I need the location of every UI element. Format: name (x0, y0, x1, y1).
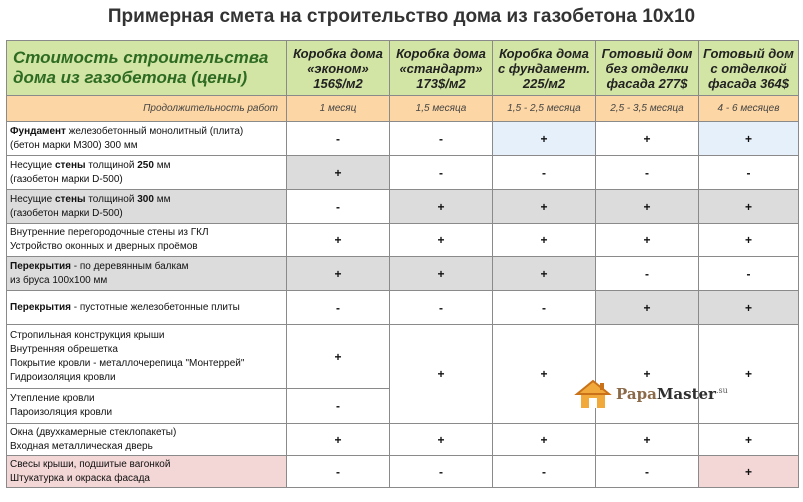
row-label-bold: Перекрытия (10, 301, 71, 313)
table-cell: + (596, 190, 699, 224)
row-label-line2: (бетон марки М300) 300 мм (10, 139, 138, 151)
column-header-line1: Коробка дома (293, 45, 383, 61)
table-cell: + (699, 291, 799, 325)
table-cell: + (390, 190, 493, 224)
table-cell: + (596, 424, 699, 456)
row-label-line: Окна (двухкамерные стеклопакеты) (10, 426, 177, 438)
row-label-text: - по деревянным балкам (70, 260, 189, 272)
row-label-text: железобетонный монолитный (плита) (65, 125, 244, 137)
column-header-ready-with-facade (699, 41, 799, 96)
row-label (7, 190, 287, 224)
row-label-line: Гидроизоляция кровли (10, 371, 116, 383)
table-row (7, 190, 799, 224)
table-cell: - (699, 257, 799, 291)
duration-row (7, 96, 799, 122)
row-label-bold: стены (54, 159, 86, 171)
column-header-line3: 173$/м2 (416, 75, 466, 91)
row-label-line2: (газобетон марки D-500) (10, 207, 123, 219)
table-row (7, 424, 799, 456)
column-header-line2: с отделкой (710, 60, 787, 76)
row-label-text: мм (153, 159, 171, 171)
row-label-line: Входная металлическая дверь (10, 440, 153, 452)
duration-label: Продолжительность работ (7, 96, 287, 122)
table-cell: + (390, 424, 493, 456)
column-header-line2: с фундамент. (497, 60, 591, 76)
table-cell: - (390, 291, 493, 325)
row-label (7, 257, 287, 291)
page-title: Примерная смета на строительство дома из газобетона 10х10 (107, 6, 696, 27)
table-cell: + (596, 291, 699, 325)
table-cell: + (493, 224, 596, 257)
table-cell: - (287, 291, 390, 325)
table-cell: - (287, 389, 390, 424)
row-label-line2: из бруса 100х100 мм (10, 274, 108, 286)
column-header-line3: 225/м2 (522, 75, 566, 91)
column-header-line2: «эконом» (307, 60, 369, 76)
row-label-text: Несущие (10, 159, 55, 171)
row-label-line: Стропильная конструкция крыши (10, 329, 165, 341)
duration-value: 1,5 месяца (390, 96, 493, 122)
row-label-line: Свесы крыши, подшитые вагонкой (10, 458, 171, 470)
table-cell: - (699, 156, 799, 190)
table-row (7, 257, 799, 291)
row-label-bold: стены (54, 193, 86, 205)
table-cell: - (596, 456, 699, 488)
row-label-bold: 300 (137, 193, 154, 205)
table-cell: + (699, 456, 799, 488)
row-label (7, 156, 287, 190)
column-header-line2: «стандарт» (399, 60, 483, 76)
table-cell: - (287, 122, 390, 156)
row-label (7, 122, 287, 156)
row-label (7, 424, 287, 456)
duration-value: 1,5 - 2,5 месяца (493, 96, 596, 122)
row-label-line2: Устройство оконных и дверных проёмов (10, 241, 198, 252)
table-cell: + (287, 156, 390, 190)
row-label-line1: Внутренние перегородочные стены из ГКЛ (10, 227, 209, 238)
table-cell: + (287, 257, 390, 291)
header-main-cell (7, 41, 287, 96)
table-cell: - (493, 291, 596, 325)
table-cell: - (493, 156, 596, 190)
row-label-text: Несущие (10, 193, 55, 205)
column-header-with-foundation (493, 41, 596, 96)
column-header-line1: Коробка дома (396, 45, 486, 61)
table-cell: + (493, 424, 596, 456)
row-label (7, 325, 287, 389)
row-label-text: толщиной (85, 193, 138, 205)
table-cell: + (596, 325, 699, 424)
duration-value: 4 - 6 месяцев (699, 96, 799, 122)
row-label-line: Внутренняя обрешетка (10, 343, 118, 355)
column-header-ready-no-facade (596, 41, 699, 96)
table-cell: - (287, 190, 390, 224)
header-main-line1: Стоимость строительства (13, 48, 269, 67)
table-cell: + (287, 424, 390, 456)
table-cell: - (287, 456, 390, 488)
table-cell: - (493, 456, 596, 488)
table-row (7, 456, 799, 488)
column-header-line3: 156$/м2 (313, 75, 363, 91)
duration-value: 2,5 - 3,5 месяца (596, 96, 699, 122)
table-cell: + (287, 224, 390, 257)
column-header-standard (390, 41, 493, 96)
column-header-line3: фасада 364$ (708, 75, 789, 91)
table-cell: + (596, 122, 699, 156)
logo-text-papa: Papa (616, 385, 657, 403)
column-header-line1: Готовый дом (703, 45, 794, 61)
row-label-line: Штукатурка и окраска фасада (10, 472, 150, 484)
row-label-bold: Фундамент (10, 125, 66, 137)
row-label-bold: Перекрытия (10, 260, 71, 272)
column-header-econom (287, 41, 390, 96)
table-cell: + (699, 424, 799, 456)
logo-text-master: Master (656, 385, 716, 403)
table-cell: + (699, 122, 799, 156)
table-cell: - (596, 156, 699, 190)
table-row (7, 122, 799, 156)
table-row (7, 224, 799, 257)
row-label (7, 291, 287, 325)
table-cell: + (699, 325, 799, 424)
table-row (7, 156, 799, 190)
row-label-line: Покрытие кровли - металлочерепица "Монтеррей" (10, 357, 245, 369)
house-icon (574, 377, 614, 411)
table-cell: - (390, 456, 493, 488)
table-cell: + (390, 224, 493, 257)
duration-value: 1 месяц (287, 96, 390, 122)
row-label-line2: (газобетон марки D-500) (10, 173, 123, 185)
logo-text-suffix: .su (715, 386, 728, 395)
header-row (7, 41, 799, 96)
row-label-text: толщиной (85, 159, 138, 171)
table-cell: + (699, 224, 799, 257)
estimate-table (6, 40, 799, 488)
row-label-text: мм (153, 193, 171, 205)
table-cell: - (390, 122, 493, 156)
column-header-line1: Готовый дом (601, 45, 693, 61)
table-cell: + (596, 224, 699, 257)
row-label-text: - пустотные железобетонные плиты (70, 301, 240, 313)
logo-text (616, 385, 728, 403)
table-cell: + (390, 325, 493, 424)
row-label (7, 456, 287, 488)
row-label-bold: 250 (137, 159, 154, 171)
row-label-line: Пароизоляция кровли (10, 407, 113, 418)
table-cell: + (493, 325, 596, 424)
row-label-line: Утепление кровли (10, 393, 95, 404)
table-cell: + (493, 257, 596, 291)
papamaster-logo (574, 377, 728, 411)
table-cell: - (390, 156, 493, 190)
column-header-line3: фасада 277$ (606, 75, 688, 91)
table-cell: + (287, 325, 390, 389)
table-cell: + (493, 190, 596, 224)
table-row (7, 291, 799, 325)
column-header-line1: Коробка дома (499, 45, 589, 61)
row-label (7, 224, 287, 257)
table-cell: + (390, 257, 493, 291)
table-cell: + (699, 190, 799, 224)
column-header-line2: без отделки (605, 60, 689, 76)
table-cell: - (596, 257, 699, 291)
table-cell: + (493, 122, 596, 156)
row-label (7, 389, 287, 424)
header-main-line2: дома из газобетона (цены) (13, 68, 248, 87)
